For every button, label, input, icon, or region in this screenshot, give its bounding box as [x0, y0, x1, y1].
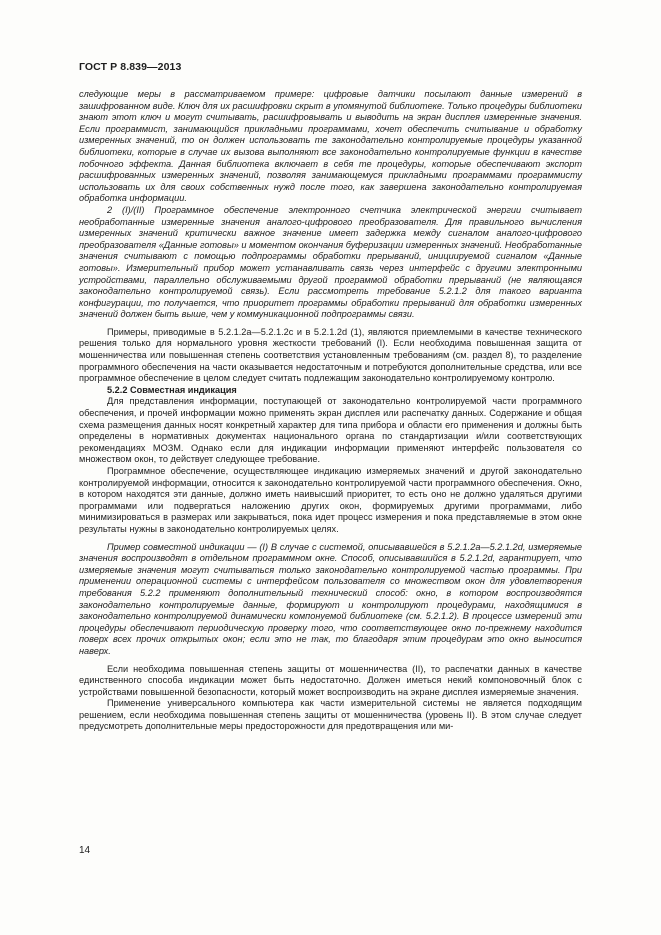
section-heading: 5.2.2 Совместная индикация — [107, 384, 237, 395]
body-paragraph: Программное обеспечение, осуществляющее индикацию измеряемых значений и другой законодательно контролируемой информации, относится к законодательно контролируемой части программного обеспечения. Окно, в котором находятся эти данные, должно иметь наивысший приоритет, то есть оно не должно удаляться другими программами или подвергаться наложению других окон, формируемых другими программами, либо минимизироваться в размерах или закрываться, пока идет процесс измерения и пока представляемые в этом окне результаты нужны в законодательно контролируемых целях. — [79, 466, 582, 534]
document-body — [79, 89, 582, 733]
note-paragraph: 2 (I)/(II) Программное обеспечение электронного счетчика электрической энергии считывает необработанные измеренные значения аналого-цифрового преобразователя. Для правильного вычисления измеренных значений критически важное значение имеет задержка между сигналом аналого-цифрового преобразователя «Данные готовы» и моментом окончания буферизации измеренных значений. Необработанные значения считывают с помощью подпрограммы обработки прерываний, инициируемой сигналом «Данные готовы». Измерительный прибор может устанавливать связь через интерфейс с другими электронными устройствами, параллельно обслуживаемыми другой программой обработки прерываний (не являющаяся законодательно контролируемой связь). Если рассмотреть требование 5.2.1.2 для такого варианта конфигурации, то получается, что приоритет программы обработки прерываний для обработки измеренных значений должен быть выше, чем у коммуникационной подпрограммы связи. — [79, 204, 582, 320]
body-paragraph: Применение универсального компьютера как части измерительной системы не является подходящим решением, если необходима повышенная степень защиты от мошенничества (уровень II). В этом случае следует предусмотреть дополнительные меры предосторожности для предотвращения или ми- — [79, 698, 582, 732]
body-paragraph: Примеры, приводимые в 5.2.1.2а—5.2.1.2с и в 5.2.1.2d (1), являются приемлемыми в качестве технического решения только для нормального уровня жесткости требований (I). Если необходима повышенная защита от мошенничества или повышенная степень соответствия установленным требованиям (см. раздел 8), то разделение программного обеспечения на части оказывается недостаточным и потребуются дополнительные средства, или все программное обеспечение в целом следует считать подлежащим законодательно контролируемому контролю. — [79, 326, 582, 384]
standard-header: ГОСТ Р 8.839—2013 — [79, 61, 182, 73]
page-number: 14 — [79, 845, 91, 856]
body-paragraph: Если необходима повышенная степень защиты от мошенничества (II), то распечатки данных в качестве единственного способа индикации может быть недостаточно. Должен иметься некий компоновочный блок с устройствами повышенной безопасности, который может воспроизводить на экране дисплея измеряемые значения. — [79, 663, 582, 697]
body-paragraph: Для представления информации, поступающей от законодательно контролируемой части программного обеспечения, и прочей информации можно применять экран дисплея или распечатку данных. Содержание и общая схема размещения данных носят конкретный характер для типа прибора и области его применения и должны быть определены в нормативных документах национального органа по стандартизации и/или соответствующих рекомендациях МОЗМ. Однако если для индикации информации применяют интерфейс пользователя со множеством окон, то действует следующее требование. — [79, 396, 582, 465]
italic-paragraph: следующие меры в рассматриваемом примере: цифровые датчики посылают данные измерений в зашифрованном виде. Ключ для их расшифровки скрыт в упомянутой библиотеке. Только процедуры библиотеки знают этот ключ и могут считывать, расшифровывать и выводить на экран дисплея измеренные значения. Если программист, занимающийся прикладными программами, хочет обеспечить считывание и обработку измеренных значений, то он должен использовать те законодательно контролируемые процедуры указанной библиотеки, которые в случае их вызова выполняют все законодательно контролируемые функции в качестве побочного эффекта. Данная библиотека включает в себя те процедуры, которые обеспечивают экспорт расшифрованных измеренных значений, позволяя занимающемуся прикладными программами программисту использовать их для своих собственных нужд после того, как завершена законодательно контролируемая обработка информации. — [79, 89, 582, 204]
example-paragraph: Пример совместной индикации — (I) В случае с системой, описывавшейся в 5.2.1.2а—5.2.1.2d, измеряемые значения воспроизводят в отдельном программном окне. Способ, описывавшийся в 5.2.1.2d, гарантирует, что измеряемые значения могут считываться только законодательно контролируемой частью программы. При применении операционной системы с интерфейсом пользователя со множеством окон для удовлетворения требования 5.2.2 применяют дополнительный технический способ: окно, в котором воспроизводятся законодательно контролируемые данные, формируют и контролируют процедурами, находящимися в законодательно контролируемой динамически компонуемой библиотеке (см. 5.2.1.2). В процессе измерений эти процедуры обеспечивают периодическую проверку того, что соответствующее окно по-прежнему находится поверх всех прочих открытых окон; если это не так, то благодаря этим процедурам это окно выносится наверх. — [79, 541, 582, 656]
